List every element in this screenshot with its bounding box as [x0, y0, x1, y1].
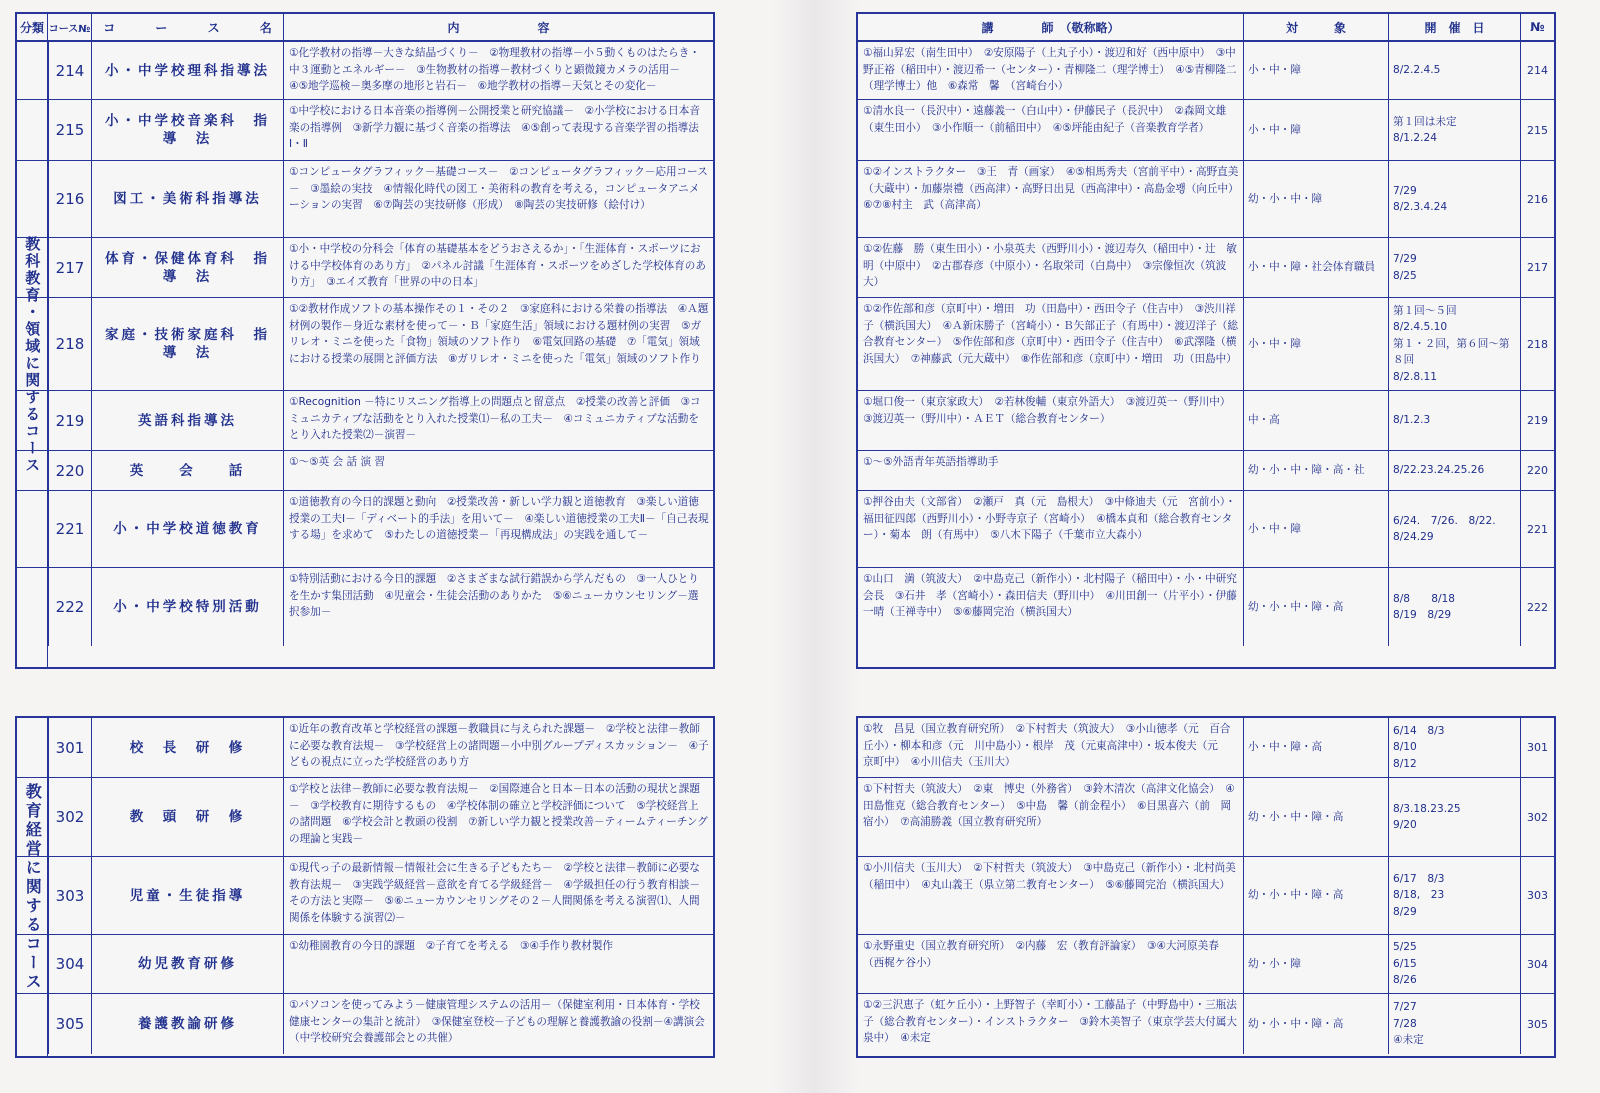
row-number: 302 — [1527, 810, 1548, 824]
left-upper-table — [15, 12, 715, 669]
course-name: 小・中学校理科指導法 — [92, 42, 284, 99]
course-number: 221 — [48, 491, 92, 567]
target-audience: 小・中・障 — [1244, 491, 1389, 567]
target-audience: 小・中・障 — [1244, 298, 1389, 390]
session-dates: 8/22.23.24.25.26 — [1389, 451, 1521, 490]
header-course-name: コ ー ス 名 — [92, 14, 284, 40]
lecturer-list: ①②佐藤 勝（東生田小）・小泉英夫（西野川小）・渡辺寿久（稲田中）・辻 敏明（中原中） ②古郡春彦（中原小）・名取栄司（白鳥中） ③宗像恒次（筑波大） — [858, 238, 1244, 297]
row-number: 216 — [1527, 192, 1548, 206]
right-lower-table — [856, 716, 1556, 1058]
lecturer-row — [858, 238, 1554, 298]
course-number: 305 — [48, 994, 92, 1054]
target-audience: 中・高 — [1244, 391, 1389, 450]
course-number: 303 — [48, 857, 92, 934]
course-content: ①Recognition －特にリスニング指導上の問題点と留意点 ②授業の改善と評価 ③コミュニカティブな活動をとり入れた授業⑴－私の工夫－ ④コミュニカティブな活動をとり入れた授業⑵－演習－ — [289, 396, 701, 441]
course-content: ①化学教材の指導－大きな結晶づくり－ ②物理教材の指導－小５動くものはたらき・中３運動とエネルギー－ ③生物教材の指導－教材づくりと顕微鏡カメラの活用－ ④⑤地学巡検－奥多摩の地形と岩石－ ⑥地学教材の指導－天気とその変化－ — [289, 47, 700, 92]
course-row — [17, 491, 713, 568]
header-date: 開 催 日 — [1389, 14, 1521, 40]
course-row — [17, 935, 713, 994]
row-number: 214 — [1527, 64, 1548, 77]
course-name: 養護教諭研修 — [92, 994, 284, 1054]
lecturer-list: ①②作佐部和彦（京町中）・増田 功（田島中）・西田令子（住吉中） ③渋川祥子（横浜国大） ④Ａ新床勝子（宮崎小）・Ｂ矢部正子（有馬中）・渡辺洋子（総合教育センター） ⑤作佐部和彦（京町中）・西田令子（住吉中） ⑥武澤隆（横浜国大） ⑦神藤武（元大蔵中） ⑧作佐部和彦（京町中）・増田 功（田島中） — [858, 298, 1244, 390]
lecturer-row — [858, 491, 1554, 568]
row-number: 219 — [1527, 414, 1548, 427]
course-row — [17, 298, 713, 391]
category-label-subject: 教科教育・領域に関するコース — [17, 42, 48, 667]
session-dates: 第１回～５回 8/2.4.5.10 第１・２回，第６回～第８回 8/2.8.11 — [1389, 298, 1521, 390]
row-number: 215 — [1527, 123, 1548, 137]
row-number: 222 — [1527, 600, 1548, 614]
course-number: 218 — [48, 298, 92, 390]
target-audience: 幼・小・中・障・高 — [1244, 568, 1389, 646]
session-dates: 8/2.2.4.5 — [1389, 42, 1521, 99]
right-upper-table — [856, 12, 1556, 669]
course-name: 児童・生徒指導 — [92, 857, 284, 934]
course-number: 301 — [48, 718, 92, 777]
lecturer-row — [858, 857, 1554, 935]
row-number: 303 — [1527, 889, 1548, 902]
course-row — [17, 718, 713, 778]
course-name: 図工・美術科指導法 — [92, 161, 284, 237]
lecturer-list: ①牧 昌見（国立教育研究所） ②下村哲夫（筑波大） ③小山徳孝（元 百合丘小）・柳本和彦（元 川中島小）・根岸 茂（元東高津中）・坂本俊夫（元 京町中） ④小川信夫（玉川大） — [858, 718, 1244, 777]
course-content: ①幼稚園教育の今日的課題 ②子育てを考える ③④手作り教材製作 — [289, 940, 614, 952]
course-row — [17, 857, 713, 935]
course-content: ①②教材作成ソフトの基本操作その１・その２ ③家庭科における栄養の指導法 ④Ａ題材例の製作－身近な素材を使って－・Ｂ「家庭生活」領域における題材例の実習 ⑤ガリレオ・ミニを使った「食物」領域のソフト作り ⑥電気回路の基礎 ⑦「電気」領域における授業の展開と評価方法 ⑧ガリレオ・ミニを使った「電気」領域のソフト作り — [289, 303, 709, 365]
header-no: № — [1530, 20, 1545, 34]
course-content: ①近年の教育改革と学校経営の課題－教職員に与えられた課題－ ②学校と法律－教師に必要な教育法規－ ③学校経営上の諸問題－小中別グループディスカッション－ ④子どもの視点に立った学校経営のあり方 — [289, 723, 709, 768]
header-lecturer: 講 師 （敬称略） — [858, 14, 1244, 40]
lecturer-row — [858, 42, 1554, 100]
course-name: 小・中学校特別活動 — [92, 568, 284, 646]
course-name: 家庭・技術家庭科 指 導 法 — [92, 298, 284, 390]
target-audience: 幼・小・中・障・高 — [1244, 994, 1389, 1054]
header-category: 分類 — [17, 14, 48, 40]
lecturer-row — [858, 994, 1554, 1054]
target-audience: 小・中・障・高 — [1244, 718, 1389, 777]
row-number: 304 — [1527, 957, 1548, 971]
target-audience: 小・中・障 — [1244, 100, 1389, 160]
page-fold-shadow — [770, 0, 860, 1093]
course-name: 体育・保健体育科 指 導 法 — [92, 238, 284, 297]
lecturer-list: ①押谷由夫（文部省） ②瀬戸 真（元 島根大） ③中條迪夫（元 宮前小）・福田征四郎（西野川小）・小野寺京子（宮崎小） ④橋本貞和（総合教育センター）・菊本 朗（有馬中） ⑤八木下陽子（千葉市立大森小） — [858, 491, 1244, 567]
target-audience: 幼・小・中・障 — [1244, 161, 1389, 237]
lecturer-list: ①永野重史（国立教育研究所） ②内藤 宏（教育評論家） ③④大河原美春（西梶ケ谷小） — [858, 935, 1244, 993]
course-row — [17, 42, 713, 100]
row-number: 301 — [1527, 741, 1548, 754]
row-number: 220 — [1527, 464, 1548, 477]
left-lower-table — [15, 716, 715, 1058]
session-dates: 6/24. 7/26. 8/22. 8/24.29 — [1389, 491, 1521, 567]
category-label-management: 教育経営に関するコース — [17, 718, 48, 1056]
target-audience: 幼・小・中・障・高・社 — [1244, 451, 1389, 490]
lecturer-row — [858, 935, 1554, 994]
session-dates: 7/29 8/25 — [1389, 238, 1521, 297]
lecturer-row — [858, 100, 1554, 161]
left-table-header — [17, 14, 713, 42]
header-course-no: コース№ — [48, 14, 92, 40]
course-content: ①学校と法律－教師に必要な教育法規－ ②国際連合と日本－日本の活動の現状と課題－ ③学校教育に期待するもの ④学校体制の確立と学校評価について ⑤学校経営上の諸問題 ⑥学校会計と教頭の役割 ⑦新しい学力観と授業改善－ティームティーチングの理論と実践－ — [289, 783, 708, 845]
course-name: 英 会 話 — [92, 451, 284, 490]
row-number: 305 — [1527, 1017, 1548, 1031]
course-content: ①～⑤英 会 話 演 習 — [289, 456, 386, 468]
row-number: 221 — [1527, 522, 1548, 536]
lecturer-list: ①②三沢恵子（虹ケ丘小）・上野智子（幸町小）・工藤晶子（中野島中）・三瓶法子（総合教育センター）・インストラクター ③鈴木美智子（東京学芸大付属大泉中） ④未定 — [858, 994, 1244, 1054]
course-number: 216 — [48, 161, 92, 237]
lecturer-list: ①～⑤外語青年英語指導助手 — [858, 451, 1244, 490]
session-dates: 5/25 6/15 8/26 — [1389, 935, 1521, 993]
course-number: 304 — [48, 935, 92, 993]
course-content: ①道徳教育の今日的課題と動向 ②授業改善・新しい学力観と道徳教育 ③楽しい道徳授業の工夫Ⅰ－「ディベート的手法」を用いて－ ④楽しい道徳授業の工夫Ⅱ－「自己表現する場」を求めて ⑤わたしの道徳授業－「再現構成法」の実践を通して－ — [289, 496, 709, 541]
lecturer-list: ①福山昇宏（南生田中） ②安原陽子（上丸子小）・渡辺和好（西中原中） ③中野正裕（稲田中）・渡辺希一（センター）・青柳隆二（理学博士） ④⑤青柳隆二（理学博士）他 ⑥森常 馨 （宮崎台小） — [858, 42, 1244, 99]
course-content: ①パソコンを使ってみよう－健康管理システムの活用－（保健室利用・日本体育・学校健康センターの集計と統計） ③保健室登校－子どもの理解と養護教諭の役割－④講演会（中学校研究会養護部会との共催） — [289, 999, 705, 1044]
header-content: 内 容 — [447, 20, 568, 35]
lecturer-row — [858, 718, 1554, 778]
course-number: 215 — [48, 100, 92, 160]
course-name: 小・中学校道徳教育 — [92, 491, 284, 567]
course-content: ①小・中学校の分科会「体育の基礎基本をどうおさえるか」・「生涯体育・スポーツにおける中学校体育のあり方」 ②パネル討議「生涯体育・スポーツをめざした学校体育のあり方」 ③エイズ教育「世界の中の日本」 — [289, 243, 706, 288]
lecturer-row — [858, 568, 1554, 646]
course-number: 220 — [48, 451, 92, 490]
course-content: ①特別活動における今日的課題 ②さまざまな試行錯誤から学んだもの ③一人ひとりを生かす集団活動 ④児童会・生徒会活動のありかた ⑤⑥ニューカウンセリング－選択参加－ — [289, 573, 699, 618]
session-dates: 8/8 8/18 8/19 8/29 — [1389, 568, 1521, 646]
course-row — [17, 568, 713, 646]
course-row — [17, 391, 713, 451]
course-number: 214 — [48, 42, 92, 99]
course-name: 英語科指導法 — [92, 391, 284, 450]
course-row — [17, 100, 713, 161]
session-dates: 8/3.18.23.25 9/20 — [1389, 778, 1521, 856]
session-dates: 6/14 8/3 8/10 8/12 — [1389, 718, 1521, 777]
course-name: 小・中学校音楽科 指 導 法 — [92, 100, 284, 160]
course-number: 217 — [48, 238, 92, 297]
course-name: 教 頭 研 修 — [92, 778, 284, 856]
course-row — [17, 778, 713, 857]
session-dates: 第１回は未定 8/1.2.24 — [1389, 100, 1521, 160]
target-audience: 幼・小・障 — [1244, 935, 1389, 993]
course-name: 校 長 研 修 — [92, 718, 284, 777]
course-content: ①中学校における日本音楽の指導例－公開授業と研究協議－ ②小学校における日本音楽の指導例 ③新学力観に基づく音楽の指導法 ④⑤創って表現する音楽学習の指導法Ⅰ・Ⅱ — [289, 105, 700, 150]
lecturer-list: ①山口 満（筑波大） ②中島克己（新作小）・北村陽子（稲田中）・小・中研究会長 ③石井 孝（宮崎小）・森田信夫（野川中） ④川田創一（片平小）・伊藤一晴（王禅寺中） ⑤⑥藤岡完治（横浜国大） — [858, 568, 1244, 646]
row-number: 217 — [1527, 261, 1548, 274]
course-number: 222 — [48, 568, 92, 646]
course-content: ①現代っ子の最新情報－情報社会に生きる子どもたち－ ②学校と法律－教師に必要な教育法規－ ③実践学級経営－意欲を育てる学級経営－ ④学級担任の行う教育相談－その方法と実際－ ⑤⑥ニューカウンセリングその２－人間関係を考える演習⑴、人間関係を体験する演習⑵－ — [289, 862, 700, 924]
course-content: ①コンピュータグラフィック－基礎コース－ ②コンピュータグラフィック－応用コース－ ③墨絵の実技 ④情報化時代の図工・美術科の教育を考える，コンピュータアニメーションの実習 ⑥⑦陶芸の実技研修（形成） ⑧陶芸の実技研修（絵付け） — [289, 166, 708, 211]
session-dates: 7/29 8/2.3.4.24 — [1389, 161, 1521, 237]
lecturer-row — [858, 298, 1554, 391]
lecturer-list: ①小川信夫（玉川大） ②下村哲夫（筑波大） ③中島克己（新作小）・北村尚美（稲田中） ④丸山義王（県立第二教育センター） ⑤⑥藤岡完治（横浜国大） — [858, 857, 1244, 934]
course-name: 幼児教育研修 — [92, 935, 284, 993]
target-audience: 小・中・障・社会体育職員 — [1244, 238, 1389, 297]
lecturer-list: ①下村哲夫（筑波大） ②東 博史（外務省） ③鈴木清次（高津文化協会） ④田島惟克（総合教育センター） ⑤中島 馨（前金程小） ⑥目黒喜六（前 岡宿小） ⑦高浦勝義（国立教育研究所） — [858, 778, 1244, 856]
header-target: 対 象 — [1244, 14, 1389, 40]
session-dates: 6/17 8/3 8/18, 23 8/29 — [1389, 857, 1521, 934]
lecturer-row — [858, 161, 1554, 238]
target-audience: 幼・小・中・障・高 — [1244, 778, 1389, 856]
course-number: 302 — [48, 778, 92, 856]
course-number: 219 — [48, 391, 92, 450]
target-audience: 小・中・障 — [1244, 42, 1389, 99]
row-number: 218 — [1527, 337, 1548, 351]
session-dates: 7/27 7/28 ④未定 — [1389, 994, 1521, 1054]
lecturer-list: ①堀口俊一（東京家政大） ②若林俊輔（東京外語大） ③渡辺英一（野川中） ③渡辺英一（野川中）・ＡＥＴ（総合教育センター） — [858, 391, 1244, 450]
right-table-header — [858, 14, 1554, 42]
target-audience: 幼・小・中・障・高 — [1244, 857, 1389, 934]
session-dates: 8/1.2.3 — [1389, 391, 1521, 450]
course-row — [17, 161, 713, 238]
course-row — [17, 994, 713, 1054]
lecturer-row — [858, 778, 1554, 857]
course-row — [17, 451, 713, 491]
lecturer-list: ①②インストラクター ③王 青（画家） ④⑤相馬秀夫（宮前平中）・高野直美（大蔵中）・加藤崇禮（西高津）・高野日出見（西高津中）・高島金뵁（向丘中） ⑥⑦⑧村主 武（高津高） — [858, 161, 1244, 237]
lecturer-row — [858, 391, 1554, 451]
course-row — [17, 238, 713, 298]
lecturer-list: ①清水良一（長沢中）・遠藤義一（白山中）・伊藤民子（長沢中） ②森岡文雄（東生田小） ③小作順一（前稲田中） ④⑤坪能由紀子（音楽教育学者） — [858, 100, 1244, 160]
lecturer-row — [858, 451, 1554, 491]
